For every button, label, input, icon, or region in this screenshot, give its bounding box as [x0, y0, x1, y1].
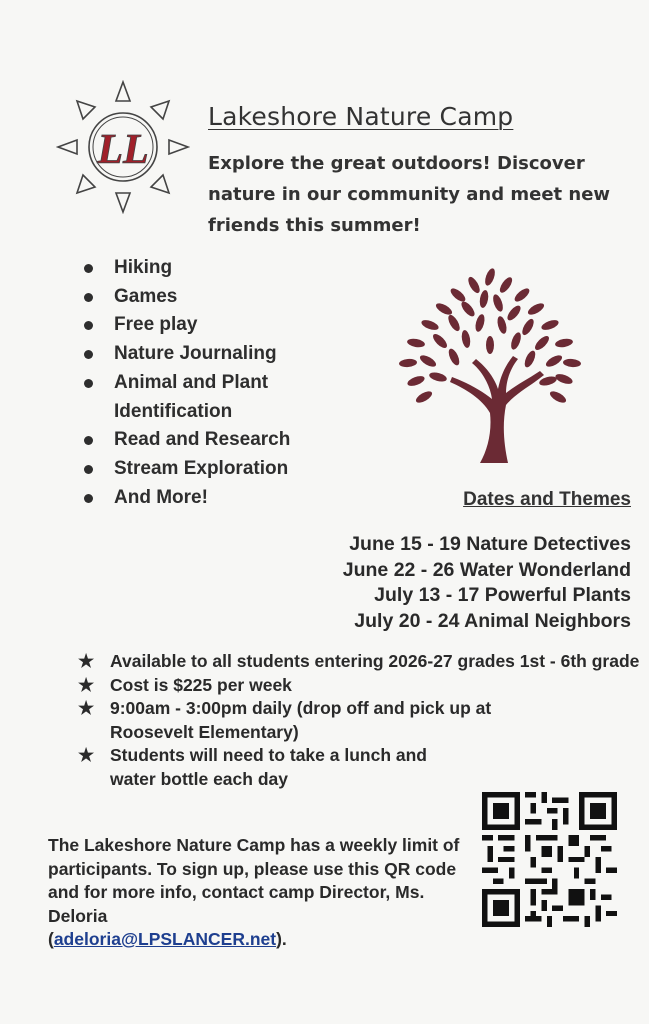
leaf-shape [399, 358, 418, 368]
leaf-shape [414, 389, 434, 405]
list-item: Hiking [84, 254, 374, 283]
list-item: Stream Exploration [84, 455, 374, 484]
leaf-shape [509, 331, 523, 351]
signup-text: The Lakeshore Nature Camp has a weekly limit of participants. To sign up, please use this QR code and for more info, contact camp Director, Ms. Deloria [48, 835, 460, 926]
dates-heading: Dates and Themes [463, 489, 631, 510]
list-item: Animal and Plant Identification [84, 369, 374, 426]
leaf-shape [483, 267, 497, 287]
leaf-shape [554, 372, 574, 386]
list-item [78, 697, 570, 744]
details-list [78, 650, 649, 791]
leaf-shape [548, 389, 568, 405]
leaf-shape [563, 358, 582, 368]
leaf-shape [496, 315, 508, 334]
leaf-shape [554, 337, 573, 348]
leaf-shape [428, 371, 447, 383]
date-theme: July 20 - 24 Animal Neighbors [354, 609, 631, 632]
star-icon: ★ [78, 745, 95, 765]
detail-text: Available to all students entering 2026-27 grades 1st - 6th grade [110, 651, 640, 671]
list-item [78, 650, 649, 674]
list-item [78, 674, 649, 698]
leaf-shape [446, 313, 462, 333]
list-item: Read and Research [84, 426, 374, 455]
list-item: And More! [84, 484, 374, 513]
leaf-shape [447, 347, 462, 367]
leaf-shape [486, 336, 494, 354]
leaf-shape [540, 318, 560, 332]
email-open: ( [48, 929, 54, 949]
detail-text: Cost is $225 per week [110, 674, 292, 695]
logo-monogram: LL [97, 127, 149, 173]
leaf-shape [420, 318, 440, 332]
page-title: Lakeshore Nature Camp [208, 102, 514, 131]
intro-text: Explore the great outdoors! Discover nature in our community and meet new friends this summer! [208, 153, 611, 236]
leaf-shape [406, 374, 426, 388]
leaf-shape [520, 317, 536, 337]
leaf-shape [498, 275, 515, 294]
signup-note [48, 834, 468, 952]
leaf-shape [466, 275, 482, 295]
leaf-shape [478, 289, 489, 308]
date-theme: July 13 - 17 Powerful Plants [374, 584, 631, 606]
tree-icon [394, 265, 586, 465]
leaf-shape [533, 334, 551, 352]
leaf-shape [491, 293, 505, 313]
date-theme: June 22 - 26 Water Wonderland [342, 558, 631, 581]
qr-code-icon[interactable] [482, 792, 617, 927]
date-theme: June 15 - 19 Nature Detectives [349, 533, 631, 555]
detail-text: Students will need to take a lunch and water bottle each day [110, 745, 427, 789]
email-link[interactable]: adeloria@LPSLANCER.net [53, 929, 277, 949]
leaf-shape [505, 304, 523, 323]
star-icon: ★ [78, 698, 95, 718]
dates-list [343, 532, 631, 634]
list-item: Nature Journaling [84, 340, 374, 369]
leaf-shape [431, 332, 449, 350]
star-icon: ★ [78, 651, 95, 671]
list-item: Games [84, 283, 374, 312]
leaf-shape [434, 301, 454, 317]
leaf-shape [474, 313, 486, 332]
star-icon: ★ [78, 674, 95, 695]
leaf-shape [460, 329, 471, 348]
leaf-shape [449, 286, 468, 304]
leaf-shape [544, 353, 564, 369]
email-close: ). [276, 929, 287, 949]
leaf-shape [459, 300, 477, 319]
leaf-shape [523, 349, 538, 369]
list-item [78, 744, 450, 791]
activities-list [84, 254, 374, 512]
detail-text: 9:00am - 3:00pm daily (drop off and pick up at Roosevelt Elementary) [110, 698, 492, 742]
sun-logo-icon [56, 80, 190, 214]
list-item: Free play [84, 311, 374, 340]
leaf-shape [526, 301, 546, 317]
leaf-shape [513, 286, 532, 304]
leaf-shape [418, 353, 438, 369]
leaf-shape [406, 337, 425, 348]
